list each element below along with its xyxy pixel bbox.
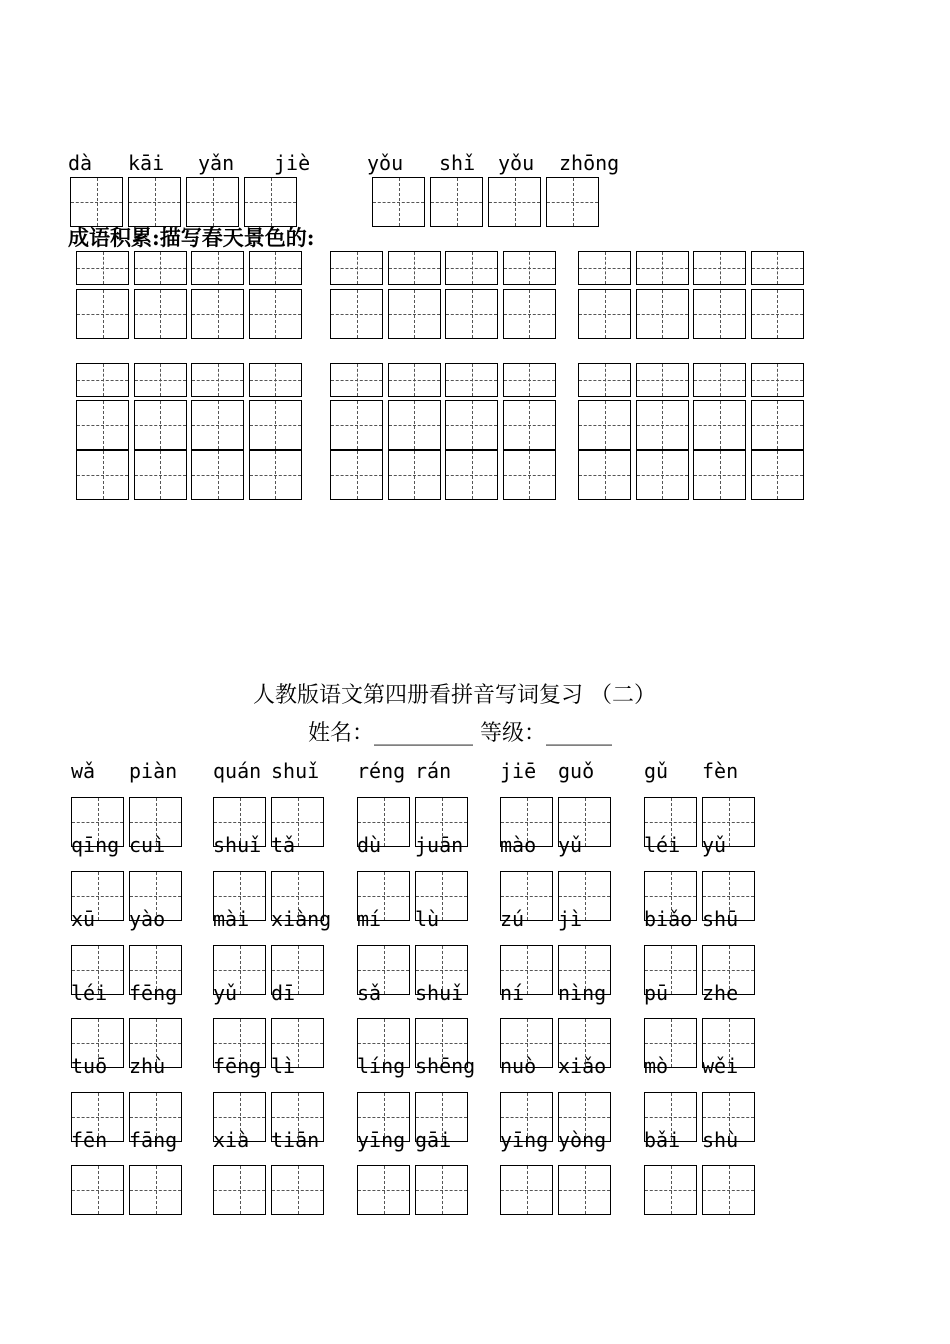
pinyin: xià — [213, 1128, 250, 1152]
writing-box[interactable] — [503, 400, 556, 450]
pinyin: léi — [71, 981, 108, 1005]
writing-box[interactable] — [388, 289, 441, 339]
pinyin: lù — [415, 907, 440, 931]
pinyin: tǎ — [271, 833, 296, 857]
writing-box[interactable] — [636, 363, 689, 397]
writing-box[interactable] — [445, 251, 498, 285]
writing-box[interactable] — [249, 251, 302, 285]
grade-field[interactable]: ______ — [546, 721, 613, 746]
pinyin: yòng — [558, 1128, 607, 1152]
pinyin: léi — [644, 833, 681, 857]
writing-box[interactable] — [751, 400, 804, 450]
pinyin: yīng — [357, 1128, 406, 1152]
name-field[interactable]: _________ — [374, 721, 474, 746]
name-grade-line — [308, 721, 612, 747]
writing-box[interactable] — [249, 400, 302, 450]
pinyin: mò — [644, 1054, 669, 1078]
pinyin: yǔ — [702, 833, 727, 857]
writing-box[interactable] — [249, 363, 302, 397]
pinyin: piàn — [129, 759, 178, 783]
writing-box[interactable] — [578, 289, 631, 339]
pinyin: fāng — [129, 1128, 178, 1152]
writing-box[interactable] — [330, 251, 383, 285]
writing-box[interactable] — [445, 400, 498, 450]
pinyin: yǔ — [213, 981, 238, 1005]
pinyin: gāi — [415, 1128, 452, 1152]
pinyin: quán — [213, 759, 262, 783]
pinyin: yào — [129, 907, 166, 931]
writing-box[interactable] — [702, 1165, 755, 1215]
pinyin: dà — [68, 151, 93, 175]
writing-box[interactable] — [503, 450, 556, 500]
pinyin: juān — [415, 833, 464, 857]
writing-box[interactable] — [445, 289, 498, 339]
writing-box[interactable] — [751, 450, 804, 500]
writing-box[interactable] — [70, 177, 123, 227]
writing-box[interactable] — [445, 450, 498, 500]
writing-box[interactable] — [330, 289, 383, 339]
pinyin: mài — [213, 907, 250, 931]
pinyin: yǒu — [498, 151, 535, 175]
pinyin: jiè — [274, 151, 311, 175]
pinyin: dù — [357, 833, 382, 857]
writing-box[interactable] — [134, 400, 187, 450]
writing-box[interactable] — [76, 363, 129, 397]
pinyin: fēng — [213, 1054, 262, 1078]
writing-box[interactable] — [693, 251, 746, 285]
writing-box[interactable] — [578, 363, 631, 397]
writing-box[interactable] — [388, 251, 441, 285]
writing-box[interactable] — [693, 450, 746, 500]
pinyin: wǎ — [71, 759, 96, 783]
writing-box[interactable] — [546, 177, 599, 227]
writing-box[interactable] — [129, 1165, 182, 1215]
writing-box[interactable] — [751, 363, 804, 397]
writing-box[interactable] — [271, 1165, 324, 1215]
writing-box[interactable] — [357, 1165, 410, 1215]
pinyin: shuǐ — [213, 833, 262, 857]
pinyin: dī — [271, 981, 296, 1005]
writing-box[interactable] — [488, 177, 541, 227]
writing-box[interactable] — [330, 450, 383, 500]
pinyin: shuǐ — [415, 981, 464, 1005]
pinyin: zhe — [702, 981, 739, 1005]
writing-box[interactable] — [128, 177, 181, 227]
pinyin: pū — [644, 981, 669, 1005]
pinyin: shù — [702, 1128, 739, 1152]
pinyin: zhōng — [559, 151, 620, 175]
writing-box[interactable] — [76, 450, 129, 500]
pinyin: shū — [702, 907, 739, 931]
pinyin: bǎi — [644, 1128, 681, 1152]
writing-box[interactable] — [134, 289, 187, 339]
writing-box[interactable] — [191, 450, 244, 500]
writing-box[interactable] — [430, 177, 483, 227]
writing-box[interactable] — [71, 1165, 124, 1215]
writing-box[interactable] — [693, 289, 746, 339]
pinyin: jiē — [500, 759, 537, 783]
pinyin: yǔ — [558, 833, 583, 857]
writing-box[interactable] — [578, 400, 631, 450]
writing-box[interactable] — [76, 251, 129, 285]
name-label: 姓名： — [308, 721, 375, 746]
writing-box[interactable] — [372, 177, 425, 227]
writing-box[interactable] — [578, 251, 631, 285]
pinyin: fēn — [71, 1128, 108, 1152]
pinyin: líng — [357, 1054, 406, 1078]
pinyin: shēng — [415, 1054, 476, 1078]
worksheet-title: 人教版语文第四册看拼音写词复习 （二） — [253, 683, 656, 708]
writing-box[interactable] — [330, 400, 383, 450]
writing-box[interactable] — [503, 251, 556, 285]
pinyin: sǎ — [357, 981, 382, 1005]
pinyin: kāi — [128, 151, 165, 175]
writing-box[interactable] — [751, 289, 804, 339]
writing-box[interactable] — [76, 289, 129, 339]
writing-box[interactable] — [388, 400, 441, 450]
pinyin: mí — [357, 907, 382, 931]
writing-box[interactable] — [636, 450, 689, 500]
writing-box[interactable] — [644, 1165, 697, 1215]
writing-box[interactable] — [191, 289, 244, 339]
writing-box[interactable] — [191, 400, 244, 450]
writing-box[interactable] — [636, 251, 689, 285]
writing-box[interactable] — [191, 363, 244, 397]
writing-box[interactable] — [636, 289, 689, 339]
writing-box[interactable] — [578, 450, 631, 500]
pinyin: cuì — [129, 833, 166, 857]
grade-label: 等级： — [480, 721, 547, 746]
writing-box[interactable] — [134, 251, 187, 285]
writing-box[interactable] — [388, 363, 441, 397]
pinyin: gǔ — [644, 759, 669, 783]
writing-box[interactable] — [244, 177, 297, 227]
writing-box[interactable] — [503, 363, 556, 397]
pinyin: nuò — [500, 1054, 537, 1078]
pinyin: fēng — [129, 981, 178, 1005]
writing-box[interactable] — [213, 1165, 266, 1215]
writing-box[interactable] — [558, 1165, 611, 1215]
pinyin: mào — [500, 833, 537, 857]
pinyin: shǐ — [439, 151, 476, 175]
pinyin: jì — [558, 907, 583, 931]
writing-box[interactable] — [249, 450, 302, 500]
writing-box[interactable] — [693, 400, 746, 450]
writing-box[interactable] — [191, 251, 244, 285]
writing-box[interactable] — [330, 363, 383, 397]
writing-box[interactable] — [134, 363, 187, 397]
writing-box[interactable] — [134, 450, 187, 500]
writing-box[interactable] — [415, 1165, 468, 1215]
writing-box[interactable] — [186, 177, 239, 227]
pinyin: yǒu — [367, 151, 404, 175]
pinyin: zú — [500, 907, 525, 931]
writing-box[interactable] — [388, 450, 441, 500]
pinyin: xiǎo — [558, 1054, 607, 1078]
writing-box[interactable] — [636, 400, 689, 450]
pinyin: lì — [271, 1054, 296, 1078]
pinyin: shuǐ — [271, 759, 320, 783]
writing-box[interactable] — [751, 251, 804, 285]
writing-box[interactable] — [76, 400, 129, 450]
writing-box[interactable] — [500, 1165, 553, 1215]
writing-box[interactable] — [249, 289, 302, 339]
pinyin: xū — [71, 907, 96, 931]
idiom-heading: 成语积累:描写春天景色的: — [68, 225, 315, 250]
writing-box[interactable] — [445, 363, 498, 397]
pinyin: yǎn — [198, 151, 235, 175]
pinyin: tuō — [71, 1054, 108, 1078]
pinyin: qīng — [71, 833, 120, 857]
writing-box[interactable] — [693, 363, 746, 397]
writing-box[interactable] — [503, 289, 556, 339]
pinyin: wěi — [702, 1054, 739, 1078]
pinyin: zhù — [129, 1054, 166, 1078]
pinyin: xiàng — [271, 907, 332, 931]
pinyin: biǎo — [644, 907, 693, 931]
pinyin: tiān — [271, 1128, 320, 1152]
pinyin: ní — [500, 981, 525, 1005]
pinyin: fèn — [702, 759, 739, 783]
pinyin: yīng — [500, 1128, 549, 1152]
pinyin: guǒ — [558, 759, 595, 783]
pinyin: rán — [415, 759, 452, 783]
pinyin: nìng — [558, 981, 607, 1005]
pinyin: réng — [357, 759, 406, 783]
